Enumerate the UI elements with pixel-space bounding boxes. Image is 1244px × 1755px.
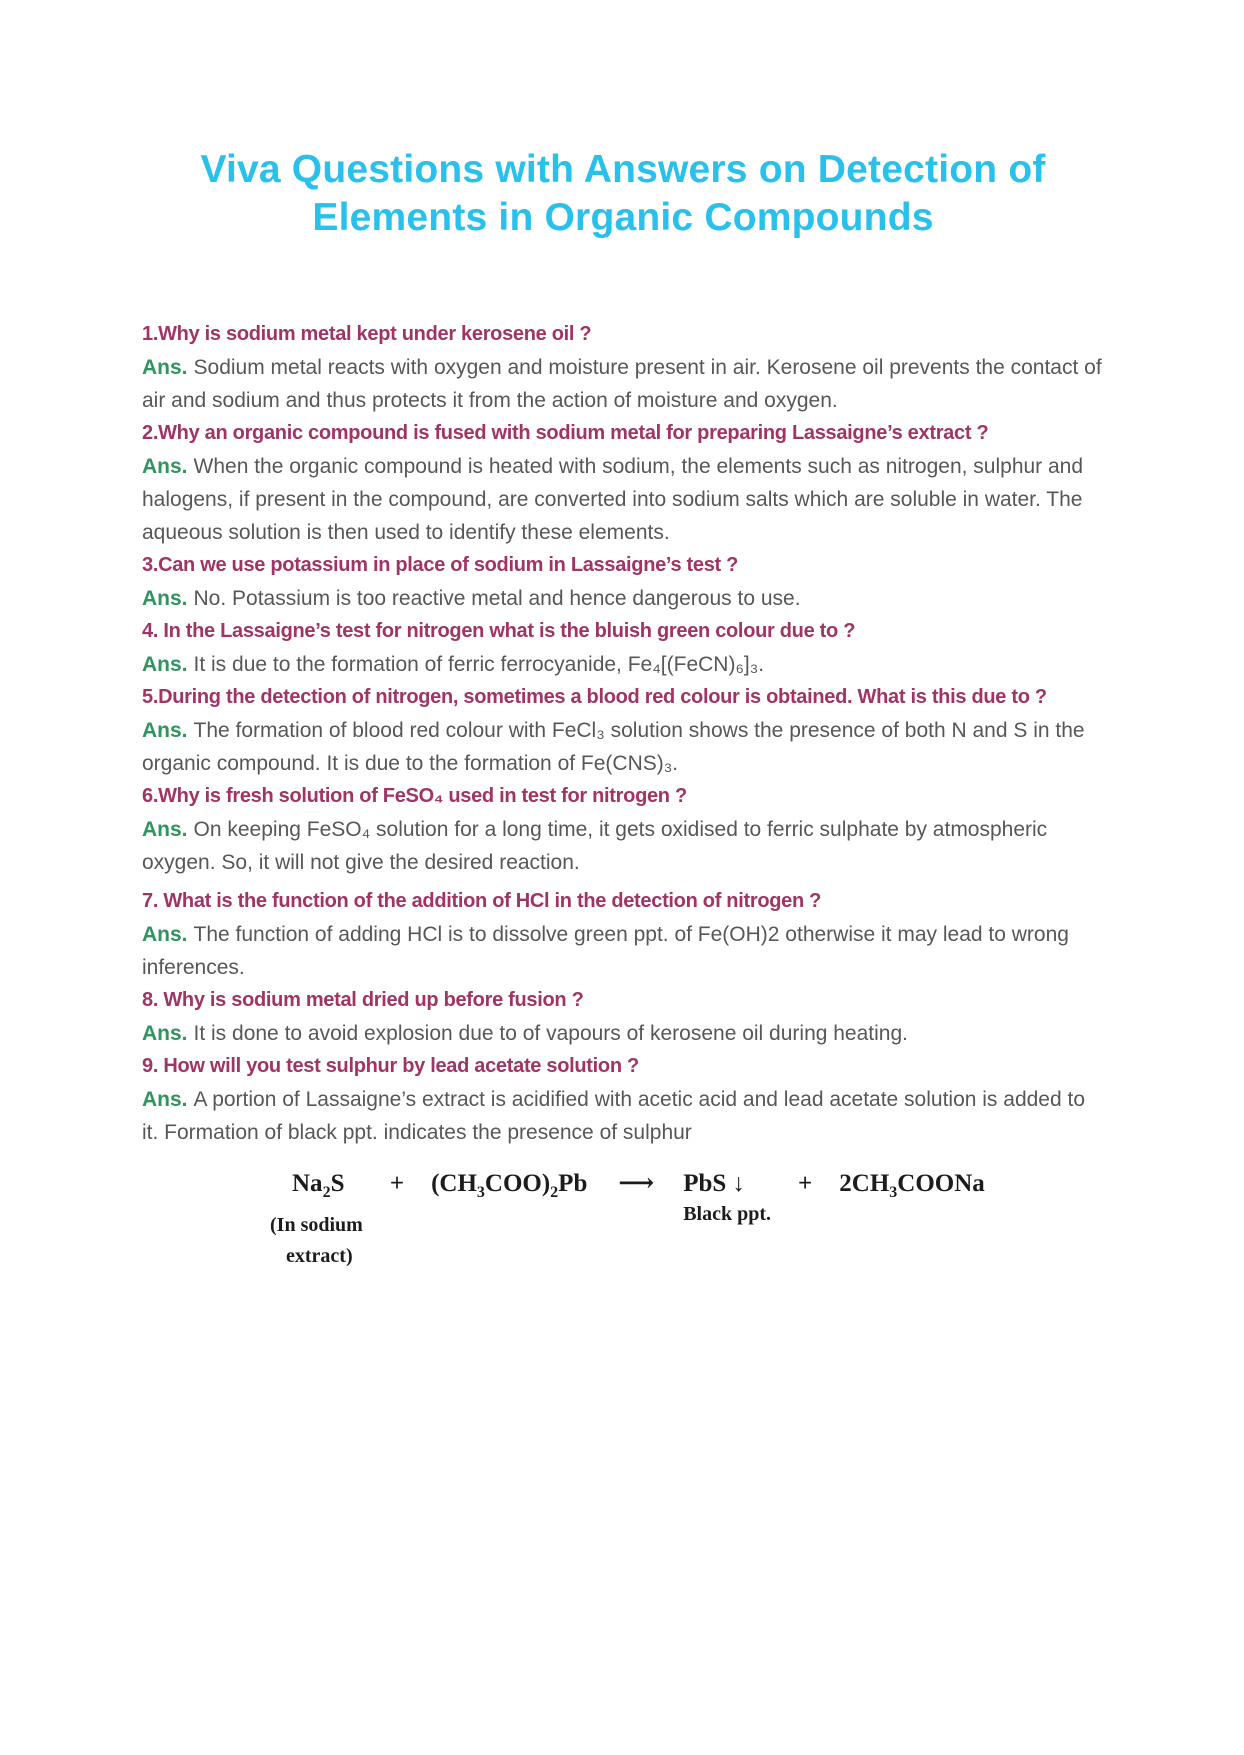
equation-product2: $2CH_3COONa$ xyxy=(839,1170,985,1201)
question-2: 2.Why an organic compound is fused with sodium metal for preparing Lassaigne’s extract ? xyxy=(142,422,989,444)
page-title xyxy=(142,146,1104,242)
question-7: 7. What is the function of the addition of HCl in the detection of nitrogen ? xyxy=(142,890,822,912)
answer-6-text: On keeping FeSO₄ solution for a long time, it gets oxidised to ferric sulphate by atmospheric oxygen. So, it will not give the desired reaction. xyxy=(142,818,1048,874)
equation-product1: PbS ↓ xyxy=(683,1170,746,1197)
answer-6 xyxy=(142,813,1104,879)
answer-4-text: It is due to the formation of ferric ferrocyanide, Fe₄[(FeCN)₆]₃. xyxy=(193,653,765,676)
equation-plus2: + xyxy=(798,1170,813,1197)
equation-product1-label: Black ppt. xyxy=(683,1203,772,1225)
answer-5 xyxy=(142,714,1104,780)
equation-reactant1: $Na_2S$ xyxy=(292,1170,345,1201)
equation-product2-column xyxy=(839,1169,985,1208)
answer-9-label: Ans. xyxy=(142,1088,188,1111)
answer-2-label: Ans. xyxy=(142,455,188,478)
answer-7-label: Ans. xyxy=(142,923,188,946)
chemical-equation xyxy=(270,1169,1104,1272)
question-4: 4. In the Lassaigne’s test for nitrogen what is the bluish green colour due to ? xyxy=(142,620,856,642)
equation-reactant2: $(CH_3COO)_2Pb$ xyxy=(431,1170,588,1201)
question-6: 6.Why is fresh solution of FeSO₄ used in test for nitrogen ? xyxy=(142,785,687,807)
answer-3-text: No. Potassium is too reactive metal and hence dangerous to use. xyxy=(193,587,801,610)
answer-6-label: Ans. xyxy=(142,818,188,841)
page-title-line2: Elements in Organic Compounds xyxy=(312,196,934,239)
answer-5-label: Ans. xyxy=(142,719,188,742)
equation-reactant1-label2: extract) xyxy=(286,1245,353,1267)
equation-reactant1-column xyxy=(270,1169,363,1272)
answer-8 xyxy=(142,1017,1104,1050)
answer-1 xyxy=(142,351,1104,417)
question-1: 1.Why is sodium metal kept under kerosene oil ? xyxy=(142,323,592,345)
answer-7 xyxy=(142,918,1104,984)
question-5: 5.During the detection of nitrogen, sometimes a blood red colour is obtained. What is this due to ? xyxy=(142,686,1047,708)
answer-3 xyxy=(142,582,1104,615)
answer-1-label: Ans. xyxy=(142,356,188,379)
answer-2-text: When the organic compound is heated with sodium, the elements such as nitrogen, sulphur and halogens, if present in the compound, are converted into sodium salts which are soluble in water. The aqueous solution is then used to identify these elements. xyxy=(142,455,1084,544)
equation-product1-column xyxy=(683,1169,771,1230)
qa-section xyxy=(142,318,1104,1149)
equation-reactant2-column xyxy=(431,1169,587,1208)
page-title-line1: Viva Questions with Answers on Detection of xyxy=(200,148,1046,191)
question-8: 8. Why is sodium metal dried up before fusion ? xyxy=(142,989,584,1011)
equation-plus1: + xyxy=(389,1170,405,1197)
answer-8-label: Ans. xyxy=(142,1022,188,1045)
answer-8-text: It is done to avoid explosion due to of vapours of kerosene oil during heating. xyxy=(193,1022,908,1045)
reaction-arrow: ⟶ xyxy=(618,1170,653,1197)
answer-9 xyxy=(142,1083,1104,1149)
answer-7-text: The function of adding HCl is to dissolve green ppt. of Fe(OH)2 otherwise it may lead to wrong inferences. xyxy=(142,923,1069,979)
answer-3-label: Ans. xyxy=(142,587,188,610)
equation-reactant1-label1: (In sodium xyxy=(270,1214,363,1236)
question-9: 9. How will you test sulphur by lead acetate solution ? xyxy=(142,1055,639,1077)
answer-2 xyxy=(142,450,1104,549)
answer-9-text: A portion of Lassaigne’s extract is acidified with acetic acid and lead acetate solution is added to it. Formation of black ppt. indicates the presence of sulphur xyxy=(142,1088,1086,1144)
answer-1-text: Sodium metal reacts with oxygen and moisture present in air. Kerosene oil prevents the contact of air and sodium and thus protects it from the action of moisture and oxygen. xyxy=(142,356,1102,412)
answer-4-label: Ans. xyxy=(142,653,188,676)
question-3: 3.Can we use potassium in place of sodium in Lassaigne’s test ? xyxy=(142,554,739,576)
answer-4 xyxy=(142,648,1104,681)
answer-5-text: The formation of blood red colour with FeCl₃ solution shows the presence of both N and S in the organic compound. It is due to the formation of Fe(CNS)₃. xyxy=(142,719,1085,775)
